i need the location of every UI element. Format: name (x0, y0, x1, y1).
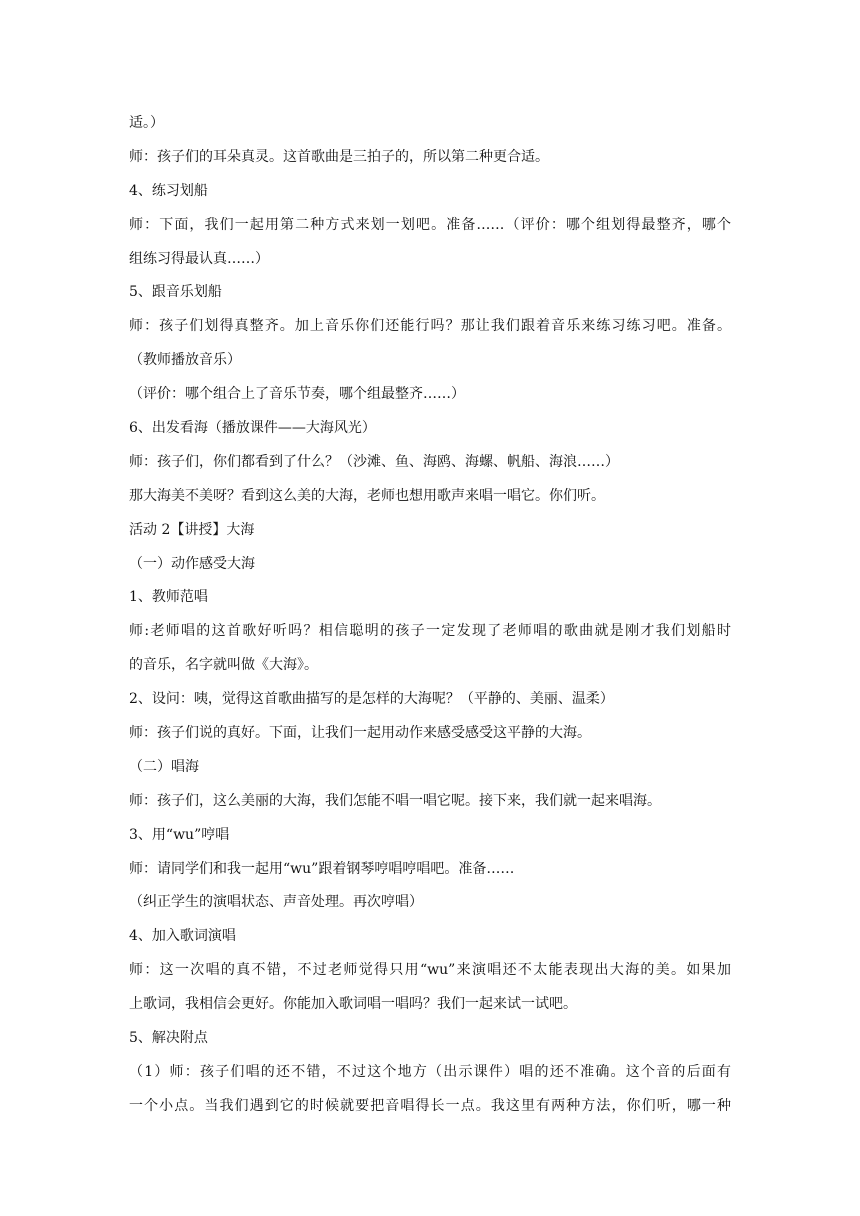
text-line: 那大海美不美呀？看到这么美的大海，老师也想用歌声来唱一唱它。你们听。 (129, 487, 605, 504)
text-line: 师：下面，我们一起用第二种方式来划一划吧。准备……（评价：哪个组划得最整齐，哪个 (129, 216, 731, 233)
subsection-heading: （二）唱海 (129, 758, 199, 775)
text-line: 一个小点。当我们遇到它的时候就要把音唱得长一点。我这里有两种方法，你们听，哪一种 (129, 1097, 731, 1114)
section-heading: 4、练习划船 (129, 182, 208, 199)
section-heading: 5、跟音乐划船 (129, 284, 222, 301)
text-line: 上歌词，我相信会更好。你能加入歌词唱一唱吗？我们一起来试一试吧。 (129, 996, 577, 1013)
section-heading: 3、用“wu”哼唱 (129, 826, 230, 843)
text-line: 的音乐，名字就叫做《大海》。 (129, 657, 318, 674)
text-line: （1）师：孩子们唱的还不错，不过这个地方（出示课件）唱的还不准确。这个音的后面有 (129, 1063, 731, 1080)
text-line: 适。） (129, 115, 164, 131)
subsection-heading: （一）动作感受大海 (129, 555, 255, 572)
text-line: 师：请同学们和我一起用“wu”跟着钢琴哼唱哼唱吧。准备…… (129, 860, 515, 877)
text-line: （评价：哪个组合上了音乐节奏，哪个组最整齐……） (129, 386, 465, 403)
text-line: （纠正学生的演唱状态、声音处理。再次哼唱） (129, 894, 423, 911)
document-body (129, 107, 731, 1124)
text-line: （教师播放音乐） (129, 352, 241, 369)
text-line: 师：孩子们的耳朵真灵。这首歌曲是三拍子的，所以第二种更合适。 (129, 148, 549, 165)
text-line: 2、设问：咦，觉得这首歌曲描写的是怎样的大海呢？（平静的、美丽、温柔） (129, 691, 614, 708)
text-line: 师：孩子们，这么美丽的大海，我们怎能不唱一唱它呢。接下来，我们就一起来唱海。 (129, 792, 661, 809)
section-heading: 4、加入歌词演唱 (129, 928, 236, 945)
activity-heading: 活动 2【讲授】大海 (129, 521, 255, 538)
text-line: 组练习得最认真……） (129, 250, 269, 267)
section-heading: 5、解决附点 (129, 1030, 208, 1047)
text-line: 师:老师唱的这首歌好听吗？相信聪明的孩子一定发现了老师唱的歌曲就是刚才我们划船时 (129, 623, 731, 640)
section-heading: 1、教师范唱 (129, 589, 208, 606)
text-line: 师：这一次唱的真不错，不过老师觉得只用“wu”来演唱还不太能表现出大海的美。如果加 (129, 962, 731, 979)
section-heading: 6、出发看海（播放课件——大海风光） (129, 420, 376, 437)
text-line: 师：孩子们划得真整齐。加上音乐你们还能行吗？那让我们跟着音乐来练习练习吧。准备。 (129, 318, 731, 335)
text-line: 师：孩子们说的真好。下面，让我们一起用动作来感受感受这平静的大海。 (129, 725, 591, 742)
text-line: 师：孩子们，你们都看到了什么？（沙滩、鱼、海鸥、海螺、帆船、海浪……） (129, 453, 619, 470)
